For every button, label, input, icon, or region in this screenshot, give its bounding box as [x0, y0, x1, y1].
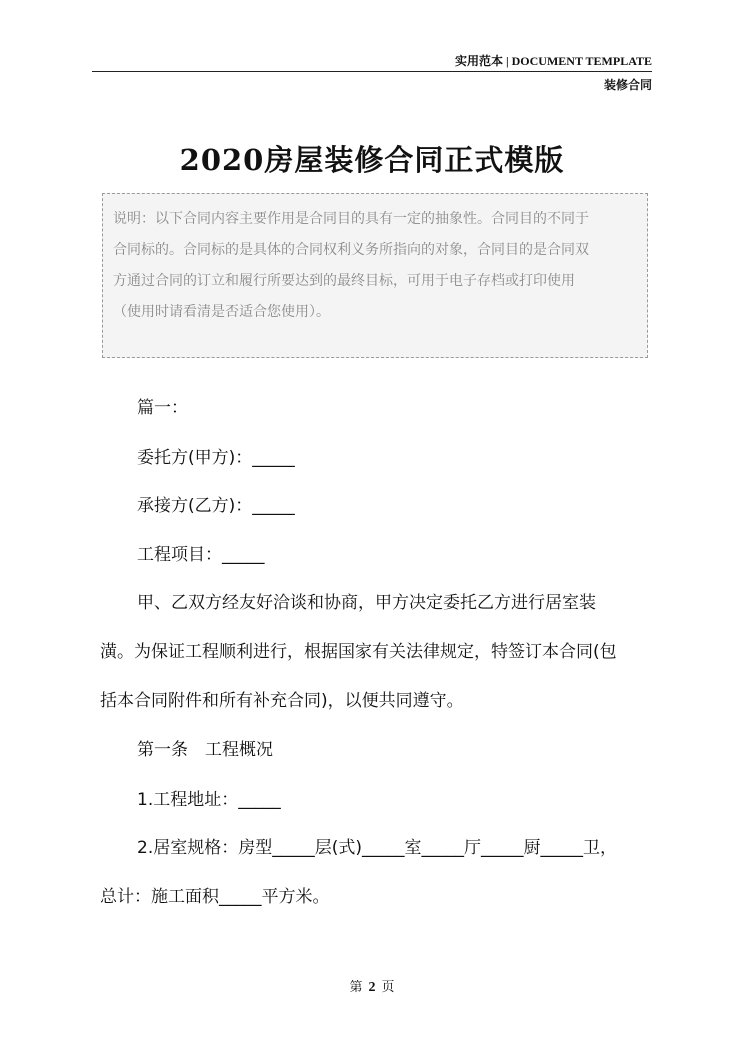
note-box: [102, 193, 648, 358]
note-line: 说明：以下合同内容主要作用是合同目的具有一定的抽象性。合同目的不同于: [113, 211, 589, 227]
article-heading: 第一条 工程概况: [137, 740, 273, 760]
project-line: 工程项目：_____: [137, 545, 265, 565]
header-category: 装修合同: [603, 78, 652, 92]
item-address: 1.工程地址：_____: [137, 790, 281, 810]
footer-prefix: 第: [349, 980, 363, 995]
party-a-line: 委托方(甲方)：_____: [137, 448, 295, 468]
header-template-label: 实用范本 | DOCUMENT TEMPLATE: [455, 54, 652, 68]
item-room-area: 总计：施工面积_____平方米。: [100, 887, 330, 907]
paragraph-line: 括本合同附件和所有补充合同)，以便共同遵守。: [100, 691, 464, 711]
page-number: 2: [368, 980, 376, 995]
footer-suffix: 页: [381, 980, 395, 995]
paragraph-line: 甲、乙双方经友好洽谈和协商，甲方决定委托乙方进行居室装: [137, 593, 596, 613]
item-room-spec: 2.居室规格：房型_____层(式)_____室_____厅_____厨_____卫，: [137, 838, 617, 858]
note-line: 合同标的。合同标的是具体的合同权利义务所指向的对象，合同目的是合同双: [113, 242, 589, 258]
page-footer: [0, 976, 744, 996]
header-divider: [92, 71, 652, 72]
note-line: 方通过合同的订立和履行所要达到的最终目标，可用于电子存档或打印使用: [113, 273, 575, 289]
section-heading: 篇一：: [137, 398, 188, 418]
paragraph-line: 潢。为保证工程顺利进行，根据国家有关法律规定，特签订本合同(包: [100, 642, 617, 662]
party-b-line: 承接方(乙方)：_____: [137, 496, 295, 516]
document-title: 2020房屋装修合同正式模版: [179, 143, 565, 177]
note-line: （使用时请看清是否适合您使用）。: [113, 304, 330, 320]
